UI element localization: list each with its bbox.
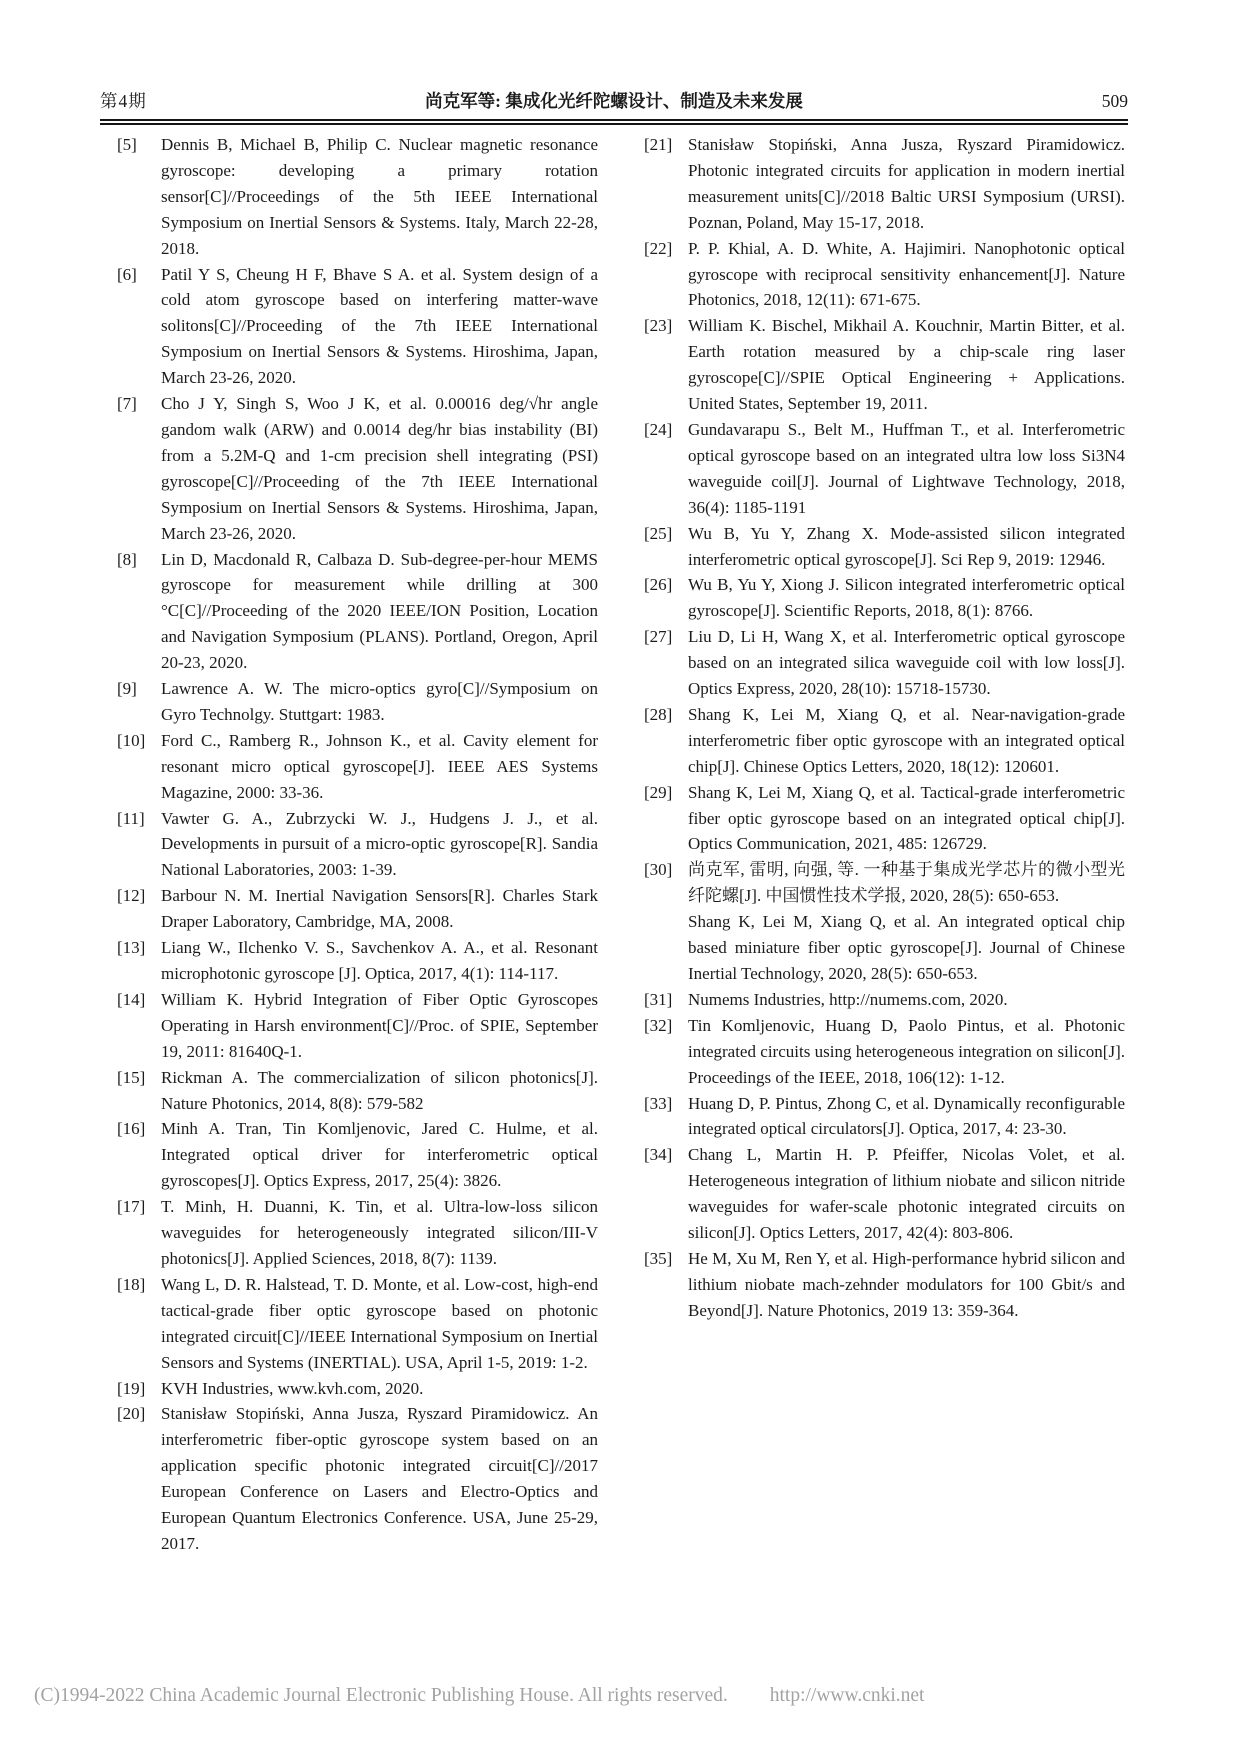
reference-number: [9]: [117, 679, 137, 699]
reference-number: [15]: [117, 1067, 146, 1087]
reference-number: [26]: [644, 575, 673, 595]
reference-number: [14]: [117, 989, 146, 1009]
reference-text: Lawrence A. W. The micro-optics gyro[C]//Symposium on Gyro Technolgy. Stuttgart: 1983.: [161, 679, 598, 724]
reference-text: William K. Bischel, Mikhail A. Kouchnir, Martin Bitter, et al. Earth rotation measured by a chip-scale ring laser gyroscope[C]//SPIE Optical Engineering + Applications. United States, September 19, 2011.: [688, 316, 1125, 414]
reference-item: [117, 1194, 598, 1272]
reference-number: [13]: [117, 938, 146, 958]
reference-text: P. P. Khial, A. D. White, A. Hajimiri. Nanophotonic optical gyroscope with reciprocal sensitivity enhancement[J]. Nature Photonics, 2018, 12(11): 671-675.: [688, 238, 1125, 310]
reference-item: [644, 417, 1125, 521]
reference-item: [117, 1401, 598, 1556]
reference-number: [12]: [117, 886, 146, 906]
reference-number: [19]: [117, 1378, 146, 1398]
reference-number: [32]: [644, 1015, 673, 1035]
reference-text: Huang D, P. Pintus, Zhong C, et al. Dynamically reconfigurable integrated optical circulators[J]. Optica, 2017, 4: 23-30.: [688, 1093, 1125, 1139]
reference-item: [644, 132, 1125, 236]
footer-copyright: (C)1994-2022 China Academic Journal Electronic Publishing House. All rights reserved.: [34, 1685, 728, 1706]
reference-item: [117, 935, 598, 987]
reference-text: Shang K, Lei M, Xiang Q, et al. Near-navigation-grade interferometric fiber optic gyroscope with an integrated optical chip[J]. Chinese Optics Letters, 2020, 18(12): 120601.: [688, 704, 1125, 776]
reference-item: [644, 521, 1125, 573]
reference-number: [8]: [117, 549, 137, 569]
reference-text: Patil Y S, Cheung H F, Bhave S A. et al. System design of a cold atom gyroscope based on interfering matter-wave solitons[C]//Proceeding of the 7th IEEE International Symposium on Inertial Sensors & Systems. Hiroshima, Japan, March 23-26, 2020.: [161, 264, 598, 388]
reference-item: [644, 909, 1125, 987]
reference-text: Tin Komljenovic, Huang D, Paolo Pintus, et al. Photonic integrated circuits using heterogeneous integration on silicon[J]. Proceedings of the IEEE, 2018, 106(12): 1-12.: [688, 1015, 1125, 1087]
reference-text: Shang K, Lei M, Xiang Q, et al. Tactical-grade interferometric fiber optic gyroscope based on an integrated optical chip[J]. Optics Communication, 2021, 485: 126729.: [688, 782, 1125, 854]
reference-item: [644, 702, 1125, 780]
reference-number: [34]: [644, 1145, 673, 1165]
reference-text: Vawter G. A., Zubrzycki W. J., Hudgens J. J., et al. Developments in pursuit of a micro-optic gyroscope[R]. Sandia National Laboratories, 2003: 1-39.: [161, 808, 598, 880]
reference-text: Minh A. Tran, Tin Komljenovic, Jared C. Hulme, et al. Integrated optical driver for interferometric optical gyroscopes[J]. Optics Express, 2017, 25(4): 3826.: [161, 1119, 598, 1191]
reference-number: [30]: [644, 860, 673, 880]
reference-text: He M, Xu M, Ren Y, et al. High-performance hybrid silicon and lithium niobate mach-zehnder modulators for 100 Gbit/s and Beyond[J]. Nature Photonics, 2019 13: 359-364.: [688, 1248, 1125, 1320]
reference-number: [35]: [644, 1248, 673, 1268]
reference-item: [117, 987, 598, 1065]
reference-number: [25]: [644, 523, 673, 543]
reference-text: Shang K, Lei M, Xiang Q, et al. An integrated optical chip based miniature fiber optic gyroscope[J]. Journal of Chinese Inertial Technology, 2020, 28(5): 650-653.: [688, 912, 1125, 983]
reference-number: [16]: [117, 1119, 146, 1139]
reference-number: [644, 909, 688, 987]
reference-item: [117, 547, 598, 677]
reference-item: [644, 780, 1125, 858]
reference-item: [644, 857, 1125, 909]
header-issue-label: 第4期: [100, 91, 147, 111]
reference-text: Dennis B, Michael B, Philip C. Nuclear magnetic resonance gyroscope: developing a primary rotation sensor[C]//Proceedings of the 5th IEEE International Symposium on Inertial Sensors & Systems. Italy, March 22-28, 2018.: [161, 135, 598, 258]
reference-item: [117, 806, 598, 884]
reference-item: [644, 1142, 1125, 1246]
reference-text: Lin D, Macdonald R, Calbaza D. Sub-degree-per-hour MEMS gyroscope for measurement while drilling at 300 °C[C]//Proceeding of the 2020 IEEE/ION Position, Location and Navigation Symposium (PLANS). Portland, Oregon, April 20-23, 2020.: [161, 549, 598, 673]
reference-number: [11]: [117, 808, 145, 828]
reference-text: Rickman A. The commercialization of silicon photonics[J]. Nature Photonics, 2014, 8(8): 579-582: [161, 1067, 598, 1113]
reference-number: [33]: [644, 1093, 673, 1113]
reference-text: Gundavarapu S., Belt M., Huffman T., et al. Interferometric optical gyroscope based on an integrated ultra low loss Si3N4 waveguide coil[J]. Journal of Lightwave Technology, 2018, 36(4): 1185-1191: [688, 419, 1125, 517]
reference-item: [644, 1013, 1125, 1091]
reference-item: [117, 1272, 598, 1376]
reference-item: [117, 132, 598, 262]
page-footer: [34, 1685, 1134, 1707]
reference-text: Chang L, Martin H. P. Pfeiffer, Nicolas Volet, et al. Heterogeneous integration of lithium niobate and silicon nitride waveguides for wafer-scale photonic integrated circuits on silicon[J]. Optics Letters, 2017, 42(4): 803-806.: [688, 1145, 1125, 1243]
page-header: [100, 88, 1128, 113]
reference-item: [117, 262, 598, 392]
reference-text: T. Minh, H. Duanni, K. Tin, et al. Ultra-low-loss silicon waveguides for heterogeneously integrated silicon/III-V photonics[J]. Applied Sciences, 2018, 8(7): 1139.: [161, 1197, 598, 1268]
reference-number: [7]: [117, 394, 137, 414]
header-page-number: 509: [1101, 91, 1128, 111]
reference-number: [27]: [644, 627, 673, 647]
reference-text: Stanisław Stopiński, Anna Jusza, Ryszard Piramidowicz. Photonic integrated circuits for application in modern inertial measurement units[C]//2018 Baltic URSI Symposium (URSI). Poznan, Poland, May 15-17, 2018.: [688, 135, 1125, 232]
reference-number: [28]: [644, 704, 673, 724]
reference-number: [17]: [117, 1197, 146, 1217]
reference-text: Ford C., Ramberg R., Johnson K., et al. Cavity element for resonant micro optical gyroscope[J]. IEEE AES Systems Magazine, 2000: 33-36.: [161, 730, 598, 802]
references-section: [117, 132, 1125, 1557]
reference-number: [21]: [644, 135, 673, 154]
reference-number: [22]: [644, 238, 673, 258]
reference-item: [117, 676, 598, 728]
reference-number: [24]: [644, 419, 673, 439]
reference-item: [117, 1065, 598, 1117]
reference-item: [644, 987, 1125, 1013]
reference-number: [29]: [644, 782, 673, 802]
reference-text: KVH Industries, www.kvh.com, 2020.: [161, 1378, 424, 1398]
references-left-column: [117, 132, 598, 1557]
reference-number: [18]: [117, 1274, 146, 1294]
reference-text: William K. Hybrid Integration of Fiber Optic Gyroscopes Operating in Harsh environment[C]//Proc. of SPIE, September 19, 2011: 81640Q-1.: [161, 989, 598, 1061]
reference-item: [644, 1246, 1125, 1324]
reference-number: [5]: [117, 135, 137, 154]
references-right-column: [644, 132, 1125, 1557]
reference-text: Liang W., Ilchenko V. S., Savchenkov A. A., et al. Resonant microphotonic gyroscope [J]. Optica, 2017, 4(1): 114-117.: [161, 938, 598, 983]
reference-item: [117, 1116, 598, 1194]
reference-item: [644, 236, 1125, 314]
header-divider-rule: [100, 119, 1128, 125]
reference-item: [644, 572, 1125, 624]
reference-item: [117, 391, 598, 546]
reference-text: Wang L, D. R. Halstead, T. D. Monte, et al. Low-cost, high-end tactical-grade fiber optic gyroscope based on photonic integrated circuit[C]//IEEE International Symposium on Inertial Sensors and Systems (INERTIAL). USA, April 1-5, 2019: 1-2.: [161, 1274, 598, 1372]
reference-number: [6]: [117, 264, 137, 284]
footer-url: http://www.cnki.net: [769, 1685, 925, 1706]
reference-item: [644, 1091, 1125, 1143]
reference-number: [23]: [644, 316, 673, 336]
reference-number: [31]: [644, 989, 673, 1009]
reference-text: 尚克军, 雷明, 向强, 等. 一种基于集成光学芯片的微小型光纤陀螺[J]. 中国惯性技术学报, 2020, 28(5): 650-653.: [688, 860, 1125, 906]
reference-item: [117, 1376, 598, 1402]
reference-text: Stanisław Stopiński, Anna Jusza, Ryszard Piramidowicz. An interferometric fiber-optic gyroscope system based on an application specific photonic integrated circuit[C]//2017 European Conference on Lasers and Electro-Optics and European Quantum Electronics Conference. USA, June 25-29, 2017.: [161, 1404, 598, 1553]
reference-text: Numems Industries, http://numems.com, 2020.: [688, 989, 1008, 1009]
reference-number: [20]: [117, 1404, 146, 1424]
reference-text: Cho J Y, Singh S, Woo J K, et al. 0.00016 deg/√hr angle gandom walk (ARW) and 0.0014 deg/hr bias instability (BI) from a 5.2M-Q and 1-cm precision shell integrating (PSI) gyroscope[C]//Proceeding of the 7th IEEE International Symposium on Inertial Sensors & Systems. Hiroshima, Japan, March 23-26, 2020.: [161, 394, 598, 543]
reference-text: Wu B, Yu Y, Zhang X. Mode-assisted silicon integrated interferometric optical gyroscope[J]. Sci Rep 9, 2019: 12946.: [688, 523, 1125, 569]
reference-text: Barbour N. M. Inertial Navigation Sensors[R]. Charles Stark Draper Laboratory, Cambridge, MA, 2008.: [161, 886, 598, 932]
header-running-title: 尚克军等: 集成化光纤陀螺设计、制造及未来发展: [425, 91, 803, 111]
reference-text: Wu B, Yu Y, Xiong J. Silicon integrated interferometric optical gyroscope[J]. Scientific Reports, 2018, 8(1): 8766.: [688, 575, 1125, 621]
reference-text: Liu D, Li H, Wang X, et al. Interferometric optical gyroscope based on an integrated silica waveguide coil with low loss[J]. Optics Express, 2020, 28(10): 15718-15730.: [688, 627, 1125, 699]
reference-number: [10]: [117, 730, 146, 750]
reference-item: [117, 883, 598, 935]
reference-item: [644, 313, 1125, 417]
reference-item: [117, 728, 598, 806]
reference-item: [644, 624, 1125, 702]
